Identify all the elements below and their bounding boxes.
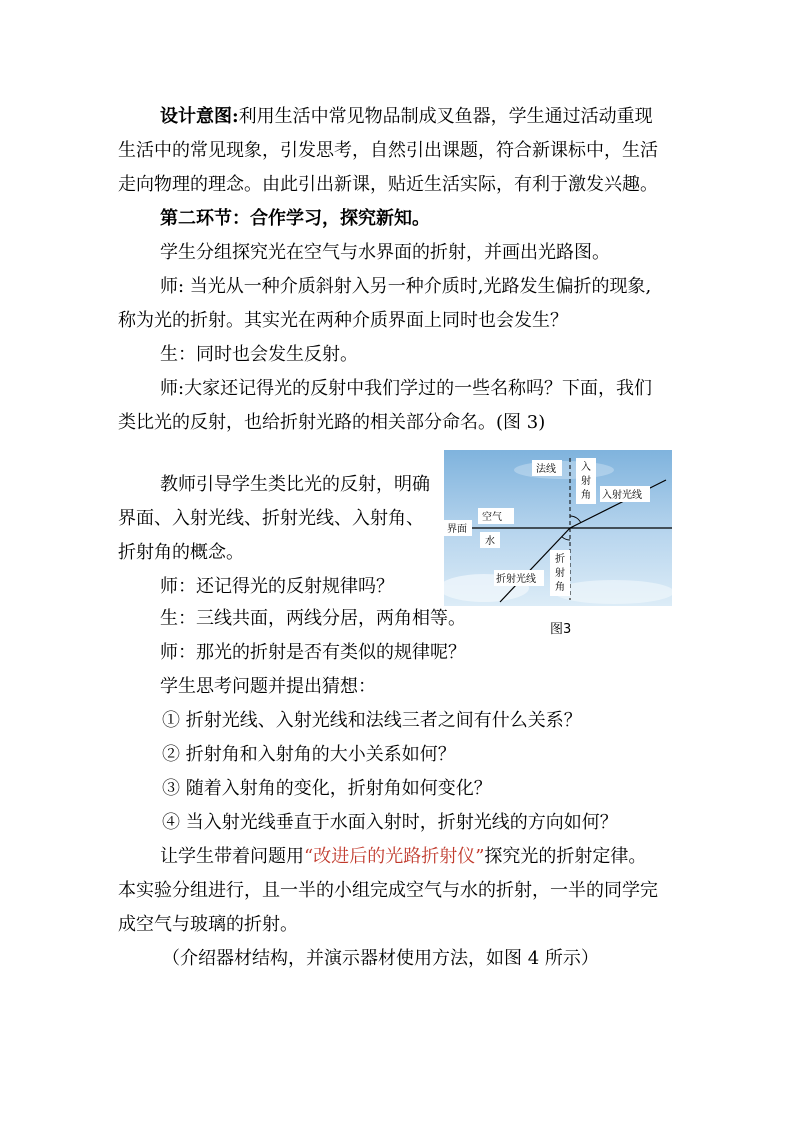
section-heading-2: 第二环节：合作学习，探究新知。 [160, 208, 430, 229]
design-intent-line-2: 生活中的常见现象，引发思考，自然引出课题，符合新课标中，生活 [118, 140, 658, 161]
design-intent-label: 设计意图: [160, 106, 239, 127]
teacher-line-1: 师: 当光从一种介质斜射入另一种介质时,光路发生偏折的现象, [160, 276, 652, 297]
design-intent-line-3: 走向物理的理念。由此引出新课，贴近生活实际，有利于激发兴趣。 [118, 174, 658, 195]
question-1: ① 折射光线、入射光线和法线三者之间有什么关系？ [162, 710, 582, 731]
teacher-line-3: 师:大家还记得光的反射中我们学过的一些名称吗？下面，我们 [160, 378, 653, 399]
label-incident-angle-2: 射 [581, 476, 591, 487]
paragraph-group-explore: 学生分组探究光在空气与水界面的折射，并画出光路图。 [160, 242, 610, 263]
instrument-intro: （介绍器材结构，并演示器材使用方法，如图 4 所示） [162, 948, 599, 969]
refraction-diagram [444, 450, 672, 606]
label-incident-angle-3: 角 [581, 490, 591, 501]
label-refraction-angle-1: 折 [555, 554, 565, 565]
student-guess-intro: 学生思考问题并提出猜想： [160, 676, 376, 697]
teacher-line-6: 师：那光的折射是否有类似的规律呢？ [160, 642, 466, 663]
label-incident-angle-1: 入 [581, 462, 591, 473]
label-water: 水 [485, 536, 495, 547]
student-answer-2: 生：三线共面，两线分居，两角相等。 [160, 608, 466, 629]
label-refraction-angle-3: 角 [555, 582, 565, 593]
experiment-line-3: 成空气与玻璃的折射。 [118, 914, 298, 935]
question-2: ② 折射角和入射角的大小关系如何？ [162, 744, 456, 765]
experiment-line-1 [160, 846, 646, 868]
teacher-line-4: 类比光的反射，也给折射光路的相关部分命名。(图 3) [118, 412, 546, 433]
teacher-line-2: 称为光的折射。其实光在两种介质界面上同时也会发生？ [118, 310, 568, 331]
label-interface: 界面 [447, 524, 467, 535]
experiment-text-a: 让学生带着问题用 [160, 846, 304, 867]
question-4: ④ 当入射光线垂直于水面入射时，折射光线的方向如何？ [162, 812, 618, 833]
label-air: 空气 [482, 512, 502, 523]
label-normal: 法线 [536, 464, 556, 475]
design-intent-line-1 [160, 106, 653, 128]
label-refracted-ray: 折射光线 [496, 574, 536, 585]
student-answer-1: 生：同时也会发生反射。 [160, 344, 358, 365]
instrument-name: “改进后的光路折射仪” [304, 846, 485, 867]
teacher-line-5: 师：还记得光的反射规律吗？ [160, 576, 394, 597]
label-refraction-angle-2: 射 [555, 568, 565, 579]
guide-line-2: 界面、入射光线、折射光线、入射角、 [118, 508, 424, 529]
experiment-text-b: 探究光的折射定律。 [484, 846, 647, 867]
experiment-line-2: 本实验分组进行，且一半的小组完成空气与水的折射，一半的同学完 [118, 880, 658, 901]
label-incident-ray: 入射光线 [602, 490, 642, 501]
design-intent-text: 利用生活中常见物品制成叉鱼器，学生通过活动重现 [238, 106, 653, 127]
guide-line-3: 折射角的概念。 [118, 542, 244, 563]
guide-line-1: 教师引导学生类比光的反射，明确 [160, 474, 430, 495]
figure-caption: 图3 [550, 622, 572, 637]
question-3: ③ 随着入射角的变化，折射角如何变化？ [162, 778, 492, 799]
